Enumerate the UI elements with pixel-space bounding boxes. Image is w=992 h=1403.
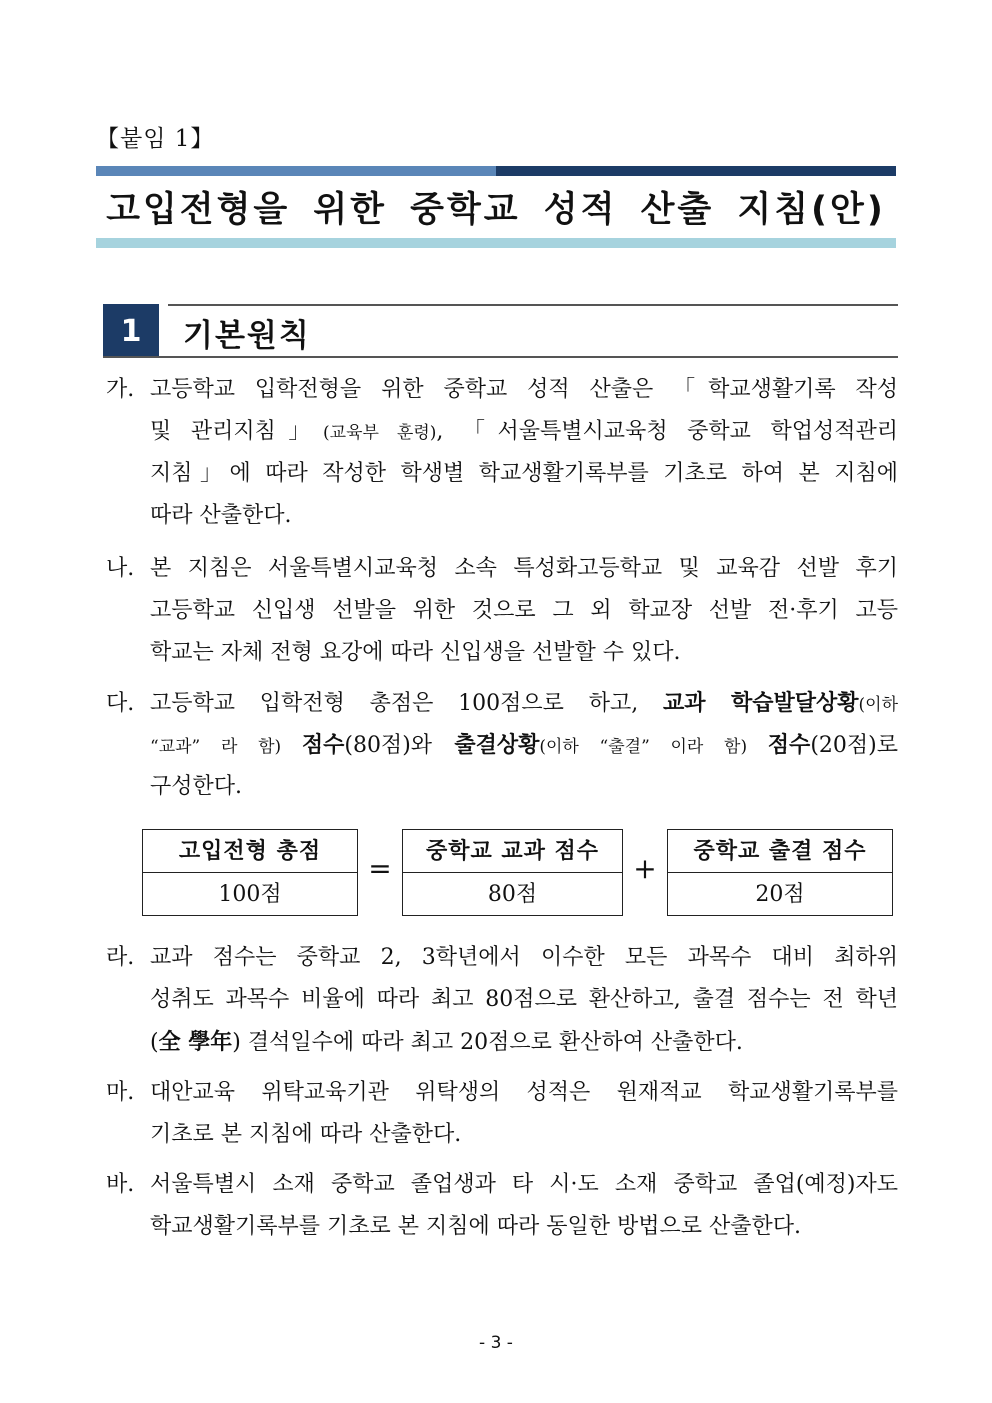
total-score-value: 100점 xyxy=(218,882,282,907)
subject-score-label: 중학교 교과 점수 xyxy=(403,830,622,873)
paragraph-line: 학교는 자체 전형 요강에 따라 신입생을 선발할 수 있다. xyxy=(150,640,681,665)
paragraph-marker: 마. xyxy=(106,1080,135,1105)
section-top-rule xyxy=(168,304,898,306)
paragraph-ra xyxy=(106,937,898,1063)
attendance-score-label: 중학교 출결 점수 xyxy=(668,830,892,873)
section-number: 1 xyxy=(103,304,159,358)
paragraph-line: 다. 고등학교 입학전형 총점은 100점으로 하고, 교과 학습발달상황(이하 xyxy=(106,682,898,724)
paragraph-ma xyxy=(106,1072,898,1156)
paragraph-line: 마. 대안교육 위탁교육기관 위탁생의 성적은 원재적교 학교생활기록부를 xyxy=(106,1072,898,1114)
paragraph-marker: 다. xyxy=(106,691,135,716)
plus-sign: + xyxy=(633,852,657,885)
paragraph-da xyxy=(106,682,898,808)
paragraph-marker: 바. xyxy=(106,1172,135,1197)
paragraph-line: 가. 고등학교 입학전형을 위한 중학교 성적 산출은 「학교생활기록 작성 xyxy=(106,369,898,411)
attendance-score-box xyxy=(667,829,893,916)
paragraph-line: 지침」에 따라 작성한 학생별 학교생활기록부를 기초로 하여 본 지침에 xyxy=(150,461,898,486)
subject-score-box xyxy=(402,829,623,916)
attendance-score-value: 20점 xyxy=(755,882,805,907)
paragraph-ba xyxy=(106,1164,898,1248)
paragraph-marker: 라. xyxy=(106,945,135,970)
paragraph-line: 구성한다. xyxy=(150,774,243,799)
attachment-label: 【붙임 1】 xyxy=(96,126,215,152)
title-top-bar xyxy=(96,166,896,176)
paragraph-marker: 가. xyxy=(106,377,135,402)
paragraph-line: 기초로 본 지침에 따라 산출한다. xyxy=(150,1122,462,1147)
paragraph-line: (全 學年) 결석일수에 따라 최고 20점으로 환산하여 산출한다. xyxy=(150,1029,743,1055)
total-score-label: 고입전형 총점 xyxy=(143,830,357,873)
paragraph-line: “교과” 라 함) 점수(80점)와 출결상황(이하 “출결” 이라 함) 점수(20점)로 xyxy=(150,732,898,758)
paragraph-ga xyxy=(106,369,898,537)
equals-sign: = xyxy=(368,852,392,885)
section-title: 기본원칙 xyxy=(183,318,311,354)
paragraph-marker: 나. xyxy=(106,556,135,581)
section-bottom-rule xyxy=(103,356,898,358)
total-score-box xyxy=(142,829,358,916)
paragraph-line: 학교생활기록부를 기초로 본 지침에 따라 동일한 방법으로 산출한다. xyxy=(150,1214,802,1239)
paragraph-na xyxy=(106,548,898,674)
paragraph-line: 나. 본 지침은 서울특별시교육청 소속 특성화고등학교 및 교육감 선발 후기 xyxy=(106,548,898,590)
title-block xyxy=(96,166,896,250)
paragraph-line: 고등학교 신입생 선발을 위한 것으로 그 외 학교장 선발 전·후기 고등 xyxy=(150,598,898,623)
page-number: - 3 - xyxy=(479,1333,513,1353)
page-title: 고입전형을 위한 중학교 성적 산출 지침(안) xyxy=(106,190,886,230)
paragraph-line: 라. 교과 점수는 중학교 2, 3학년에서 이수한 모든 과목수 대비 최하위 xyxy=(106,937,898,979)
paragraph-line: 바. 서울특별시 소재 중학교 졸업생과 타 시·도 소재 중학교 졸업(예정)자도 xyxy=(106,1164,898,1206)
paragraph-line: 및 관리지침」(교육부 훈령), 「서울특별시교육청 중학교 학업성적관리 xyxy=(150,419,898,444)
subject-score-value: 80점 xyxy=(487,882,538,907)
title-bottom-bar xyxy=(96,238,896,248)
paragraph-line: 따라 산출한다. xyxy=(150,503,292,528)
paragraph-line: 성취도 과목수 비율에 따라 최고 80점으로 환산하고, 출결 점수는 전 학년 xyxy=(150,987,898,1012)
